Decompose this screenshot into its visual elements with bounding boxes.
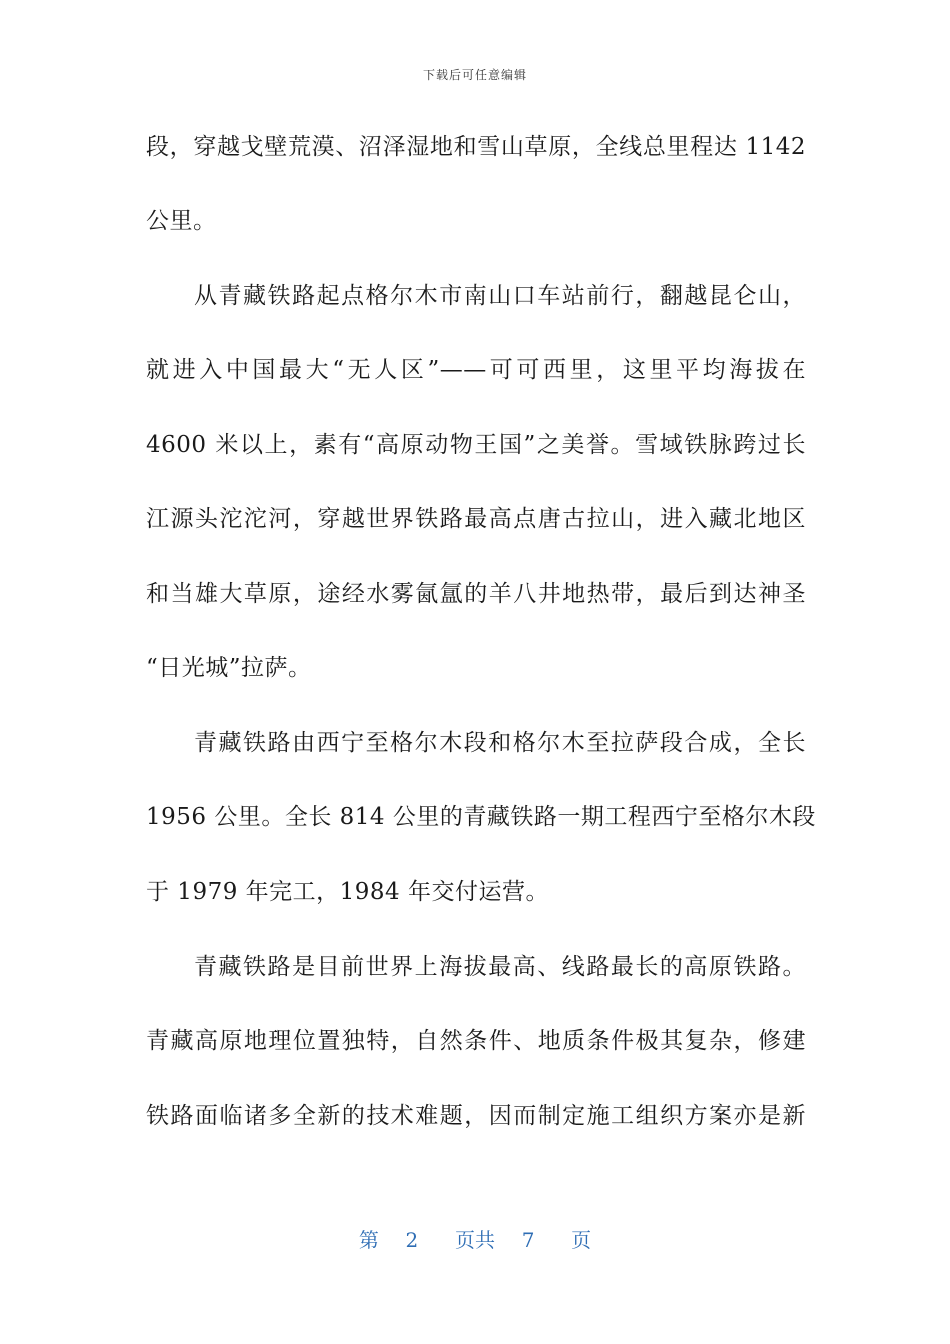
- body-line-6: 江源头沱沱河，穿越世界铁路最高点唐古拉山，进入藏北地区: [146, 506, 806, 532]
- body-line-11: 于 1979 年完工，1984 年交付运营。: [146, 879, 549, 905]
- body-line-4: 就进入中国最大“无人区”——可可西里，这里平均海拔在: [146, 357, 806, 383]
- page-header: 下载后可任意编辑: [422, 68, 527, 82]
- body-line-12: 青藏铁路是目前世界上海拔最高、线路最长的高原铁路。: [194, 954, 806, 980]
- body-line-10: 1956 公里。全长 814 公里的青藏铁路一期工程西宁至格尔木段: [146, 804, 816, 830]
- body-line-1: 段，穿越戈壁荒漠、沼泽湿地和雪山草原，全线总里程达 1142: [146, 134, 806, 160]
- current-page-number: 2: [405, 1228, 419, 1252]
- body-line-3: 从青藏铁路起点格尔木市南山口车站前行，翻越昆仑山，: [194, 283, 806, 309]
- page-label-prefix: 第: [358, 1228, 379, 1252]
- total-pages-number: 7: [521, 1228, 535, 1252]
- body-line-7: 和当雄大草原，途经水雾氤氲的羊八井地热带，最后到达神圣: [146, 581, 806, 607]
- page-footer: [0, 1224, 950, 1253]
- body-line-8: “日光城”拉萨。: [146, 655, 312, 681]
- body-line-13: 青藏高原地理位置独特，自然条件、地质条件极其复杂，修建: [146, 1028, 806, 1054]
- page-label-middle: 页共: [455, 1228, 495, 1252]
- body-line-5: 4600 米以上，素有“高原动物王国”之美誉。雪域铁脉跨过长: [146, 432, 806, 458]
- body-line-2: 公里。: [146, 208, 217, 234]
- page-label-suffix: 页: [571, 1228, 592, 1252]
- body-line-14: 铁路面临诸多全新的技术难题，因而制定施工组织方案亦是新: [146, 1103, 806, 1129]
- body-line-9: 青藏铁路由西宁至格尔木段和格尔木至拉萨段合成，全长: [194, 730, 806, 756]
